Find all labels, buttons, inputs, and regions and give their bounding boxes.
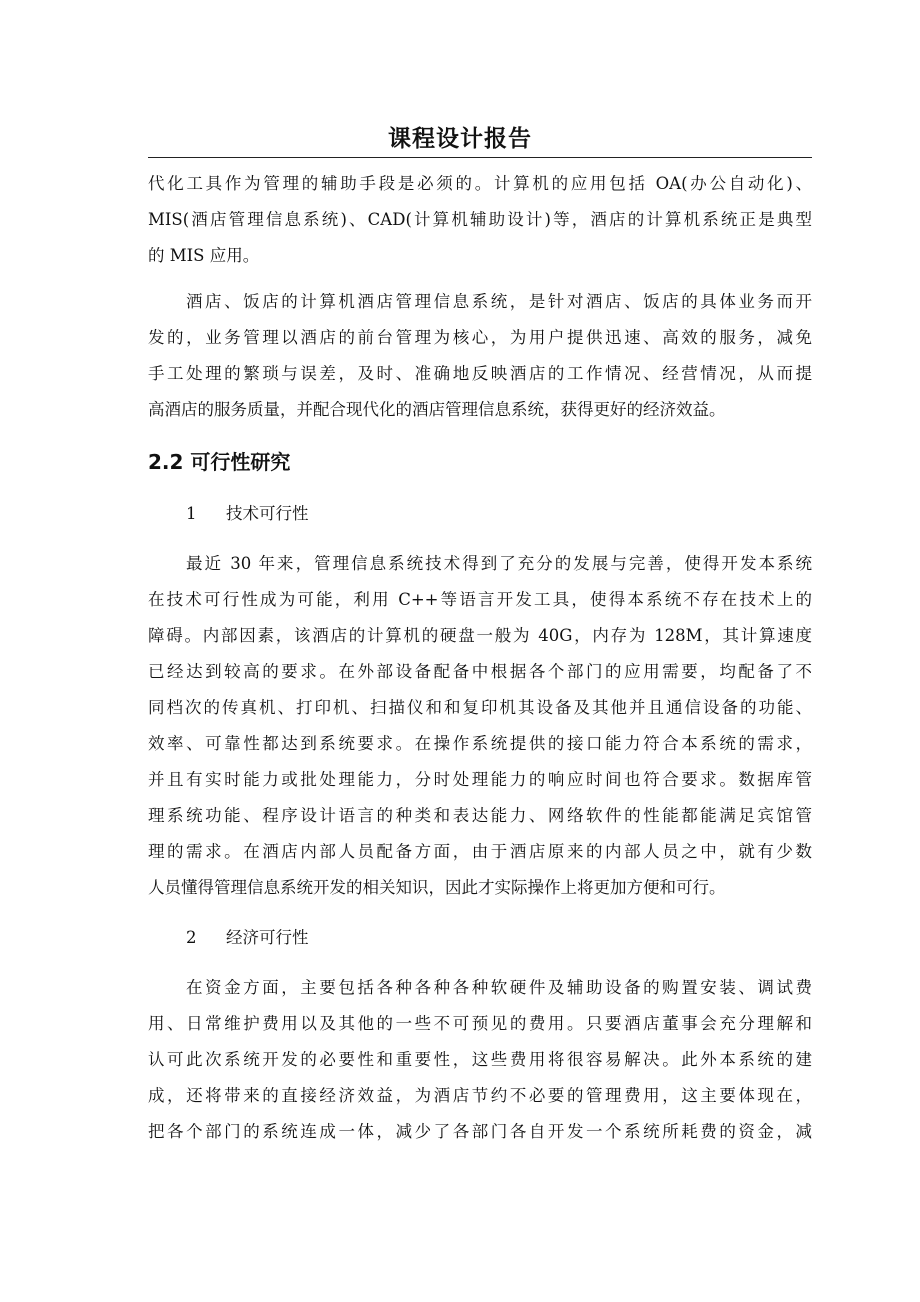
text-line: 用、日常维护费用以及其他的一些不可预见的费用。只要酒店董事会充分理解和 (148, 1014, 812, 1033)
text-line: 把各个部门的系统连成一体，减少了各部门各自开发一个系统所耗费的资金，减 (148, 1122, 812, 1141)
text-line: 理的需求。在酒店内部人员配备方面，由于酒店原来的内部人员之中，就有少数 (148, 842, 812, 861)
text-line: MIS(酒店管理信息系统)、CAD(计算机辅助设计)等，酒店的计算机系统正是典型 (148, 210, 812, 229)
text-line: 障碍。内部因素，该酒店的计算机的硬盘一般为 40G，内存为 128M，其计算速度 (148, 626, 812, 645)
subsection-heading (148, 496, 812, 532)
paragraph (148, 546, 812, 906)
subsection-number: 2 (186, 928, 197, 947)
text-line: 最近 30 年来，管理信息系统技术得到了充分的发展与完善，使得开发本系统 (186, 554, 812, 573)
document-body (148, 166, 812, 1150)
subsection-title: 技术可行性 (226, 504, 309, 523)
section-heading: 2.2 可行性研究 (148, 450, 291, 474)
header-rule (148, 157, 812, 158)
text-line: 效率、可靠性都达到系统要求。在操作系统提供的接口能力符合本系统的需求， (148, 734, 812, 753)
text-line: 酒店、饭店的计算机酒店管理信息系统，是针对酒店、饭店的具体业务而开 (186, 292, 812, 311)
subsection-title: 经济可行性 (226, 928, 309, 947)
text-line: 的 MIS 应用。 (148, 246, 260, 265)
text-line: 认可此次系统开发的必要性和重要性，这些费用将很容易解决。此外本系统的建 (148, 1050, 812, 1069)
text-line: 在资金方面，主要包括各种各种各种软硬件及辅助设备的购置安装、调试费 (186, 978, 812, 997)
text-line: 高酒店的服务质量，并配合现代化的酒店管理信息系统，获得更好的经济效益。 (148, 400, 726, 419)
text-line: 并且有实时能力或批处理能力，分时处理能力的响应时间也符合要求。数据库管 (148, 770, 812, 789)
text-line: 人员懂得管理信息系统开发的相关知识，因此才实际操作上将更加方便和可行。 (148, 878, 726, 897)
text-line: 成，还将带来的直接经济效益，为酒店节约不必要的管理费用，这主要体现在， (148, 1086, 812, 1105)
subsection-heading (148, 920, 812, 956)
text-line: 同档次的传真机、打印机、扫描仪和和复印机其设备及其他并且通信设备的功能、 (148, 698, 812, 717)
page-header-title: 课程设计报告 (388, 126, 532, 152)
paragraph (148, 284, 812, 428)
text-line: 手工处理的繁琐与误差，及时、准确地反映酒店的工作情况、经营情况，从而提 (148, 364, 812, 383)
text-line: 在技术可行性成为可能，利用 C++等语言开发工具，使得本系统不存在技术上的 (148, 590, 812, 609)
text-line: 已经达到较高的要求。在外部设备配备中根据各个部门的应用需要，均配备了不 (148, 662, 812, 681)
paragraph (148, 166, 812, 274)
text-line: 代化工具作为管理的辅助手段是必须的。计算机的应用包括 OA(办公自动化)、 (148, 174, 812, 193)
text-line: 发的，业务管理以酒店的前台管理为核心，为用户提供迅速、高效的服务，减免 (148, 328, 812, 347)
text-line: 理系统功能、程序设计语言的种类和表达能力、网络软件的性能都能满足宾馆管 (148, 806, 812, 825)
paragraph (148, 970, 812, 1150)
subsection-number: 1 (186, 504, 197, 523)
